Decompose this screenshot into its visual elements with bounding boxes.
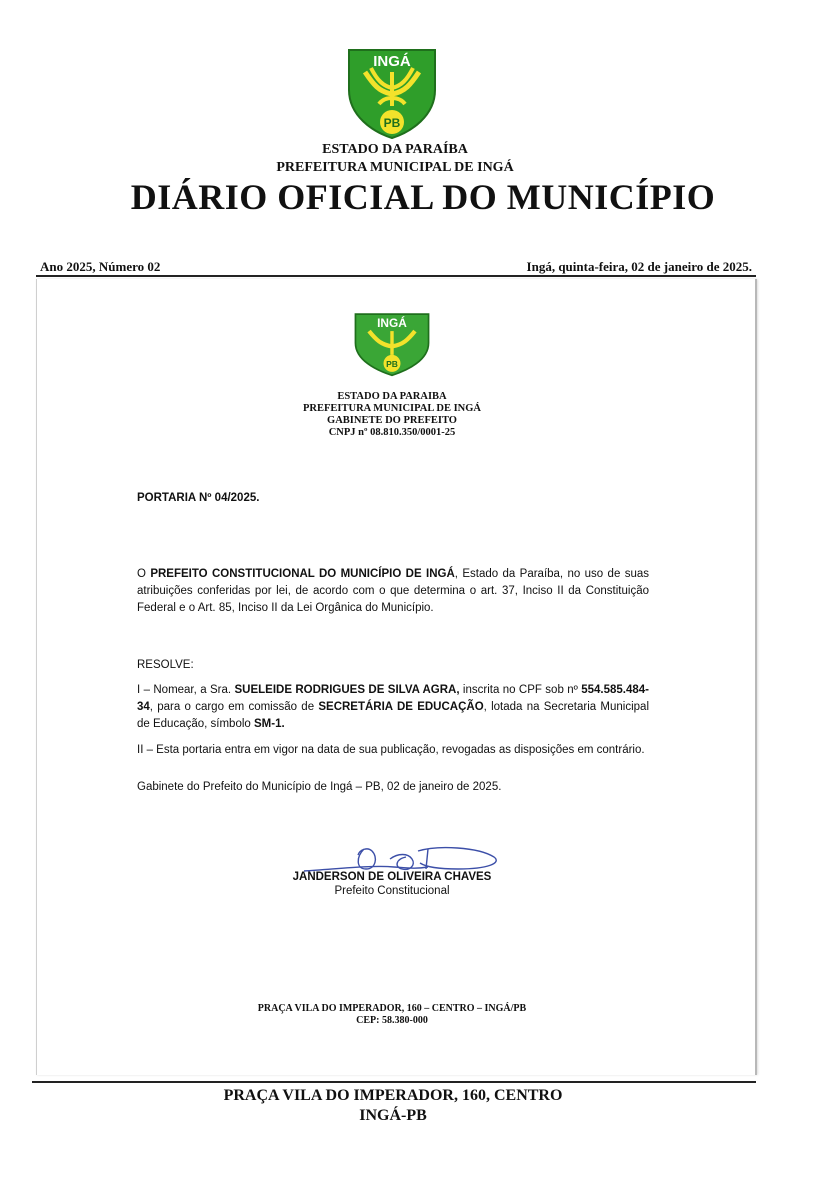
inga-shield-logo	[345, 44, 439, 140]
signer-name: JANDERSON DE OLIVEIRA CHAVES	[292, 871, 492, 883]
bottom-divider	[32, 1081, 756, 1083]
page-footer-address: PRAÇA VILA DO IMPERADOR, 160, CENTRO	[223, 1087, 563, 1104]
header-prefecture: PREFEITURA MUNICIPAL DE INGÁ	[276, 160, 514, 175]
article-1-text-b: inscrita no CPF sob nº	[459, 684, 582, 696]
intro-authority: PREFEITO CONSTITUCIONAL DO MUNICÍPIO DE INGÁ	[150, 568, 455, 580]
letterhead-prefecture: PREFEITURA MUNICIPAL DE INGÁ	[302, 403, 482, 414]
intro-paragraph	[137, 566, 649, 617]
logo-text-top: INGÁ	[373, 53, 411, 70]
article-1	[137, 682, 649, 733]
gazette-title: DIÁRIO OFICIAL DO MUNICÍPIO	[130, 177, 716, 217]
small-logo-text-bottom: PB	[386, 358, 398, 369]
intro-lead: O	[137, 568, 151, 580]
issue-number: Ano 2025, Número 02	[40, 259, 161, 274]
letterhead-office: GABINETE DO PREFEITO	[327, 415, 457, 426]
appointee-name: SUELEIDE RODRIGUES DE SILVA AGRA,	[234, 684, 460, 696]
logo-text-bottom: PB	[383, 116, 401, 130]
page-footer-city: INGÁ-PB	[359, 1107, 427, 1124]
appointee-cpf: 554.585.484-34	[137, 684, 650, 713]
document-footer-cep: CEP: 58.380-000	[356, 1015, 428, 1026]
article-1-text-c: , para o cargo em comissão de	[149, 701, 319, 713]
letterhead-cnpj: CNPJ nº 08.810.350/0001-25	[328, 427, 456, 438]
article-2: II – Esta portaria entra em vigor na data de sua publicação, revogadas as disposições em contrário.	[137, 744, 645, 756]
issue-date: Ingá, quinta-feira, 02 de janeiro de 2025.	[526, 259, 752, 274]
letterhead-state: ESTADO DA PARAIBA	[337, 391, 447, 402]
intro-rest: , Estado da Paraíba, no uso de suas atribuições conferidas por lei, de acordo com o que determina o art. 37, Inciso II da Constituição Federal e o Art. 85, Inciso II da Lei Orgânica do Município.	[137, 568, 650, 614]
inga-shield-logo-small	[352, 309, 432, 377]
role-symbol: SM-1.	[254, 718, 285, 730]
header-state: ESTADO DA PARAÍBA	[322, 142, 468, 157]
resolve-label: RESOLVE:	[137, 659, 194, 671]
signer-title: Prefeito Constitucional	[334, 885, 450, 897]
small-logo-text-top: INGÁ	[377, 315, 407, 330]
top-divider	[36, 275, 756, 277]
appointee-role: SECRETÁRIA DE EDUCAÇÃO	[318, 701, 484, 713]
document-footer-address: PRAÇA VILA DO IMPERADOR, 160 – CENTRO – INGÁ/PB	[257, 1003, 527, 1014]
portaria-title: PORTARIA Nº 04/2025.	[137, 492, 260, 504]
article-1-text-d: , lotada na Secretaria Municipal de Educação, símbolo	[137, 701, 649, 730]
article-1-text-a: I – Nomear, a Sra.	[137, 684, 235, 696]
closing-place-date: Gabinete do Prefeito do Município de Ingá – PB, 02 de janeiro de 2025.	[137, 781, 502, 793]
